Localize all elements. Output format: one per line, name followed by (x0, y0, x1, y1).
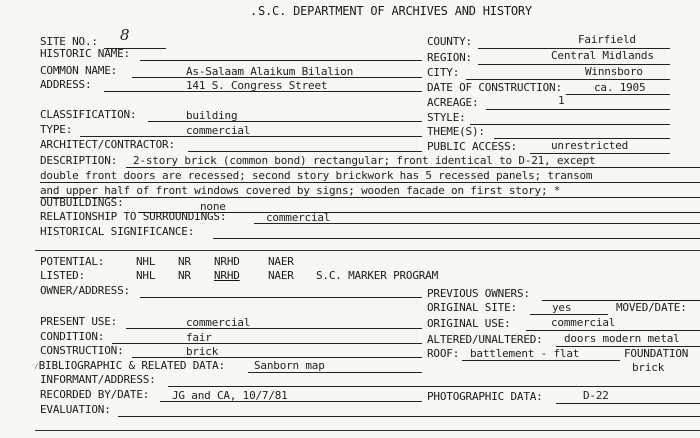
potential-option-nrhd: NRHD (214, 255, 240, 268)
architect-label: ARCHITECT/CONTRACTOR: (40, 138, 175, 151)
city-label: CITY: (427, 66, 460, 79)
recorded-by-label: RECORDED BY/DATE: (40, 388, 150, 401)
owner-address-label: OWNER/ADDRESS: (40, 284, 130, 297)
condition-value: fair (186, 331, 212, 344)
evaluation-line (118, 416, 700, 417)
informant-label: INFORMANT/ADDRESS: (40, 373, 156, 386)
classification-label: CLASSIFICATION: (40, 108, 137, 121)
date-of-construction-label: DATE OF CONSTRUCTION: (427, 81, 562, 94)
common-name-value: As-Salaam Alaikum Bilalion (186, 65, 353, 78)
classification-value: building (186, 109, 238, 122)
historical-significance-label: HISTORICAL SIGNIFICANCE: (40, 225, 195, 238)
listed-label: LISTED: (40, 269, 85, 282)
common-name-label: COMMON NAME: (40, 64, 118, 77)
potential-label: POTENTIAL: (40, 255, 105, 268)
themes-label: THEME(S): (427, 125, 485, 138)
acreage-value: 1 (558, 94, 565, 107)
owner-address-line (140, 297, 422, 298)
original-site-line (530, 314, 608, 315)
original-site-value: yes (552, 301, 572, 314)
listed-option-naer: NAER (268, 269, 294, 282)
address-label: ADDRESS: (40, 78, 92, 91)
informant-line (168, 386, 700, 387)
style-label: STYLE: (427, 111, 466, 124)
roof-value: battlement - flat (470, 347, 580, 360)
historic-name-label: HISTORIC NAME: (40, 47, 130, 60)
site-no-value: 8 (120, 26, 130, 44)
region-value: Central Midlands (551, 49, 654, 62)
listed-option-nrhd: NRHD (214, 269, 240, 282)
region-label: REGION: (427, 51, 472, 64)
public-access-label: PUBLIC ACCESS: (427, 140, 517, 153)
roof-label: ROOF: (427, 347, 460, 360)
potential-option-naer: NAER (268, 255, 294, 268)
condition-line (112, 343, 422, 344)
photographic-data-line (556, 403, 700, 404)
acreage-line (486, 109, 670, 110)
photographic-data-value: D-22 (583, 389, 609, 402)
altered-label: ALTERED/UNALTERED: (427, 333, 543, 346)
recorded-by-value: JG and CA, 10/7/81 (172, 389, 288, 402)
bullet-mark: . (250, 4, 258, 18)
type-value: commercial (186, 124, 251, 137)
bibliographic-value: Sanborn map (254, 359, 325, 372)
original-use-line (526, 330, 700, 331)
previous-owners-label: PREVIOUS OWNERS: (427, 287, 530, 300)
outbuildings-label: OUTBUILDINGS: (40, 196, 124, 209)
construction-value: brick (186, 345, 219, 358)
acreage-label: ACREAGE: (427, 96, 479, 109)
present-use-line (126, 328, 422, 329)
listed-option-nhl: NHL (136, 269, 156, 282)
moved-date-label: MOVED/DATE: (616, 301, 687, 314)
city-line (466, 79, 670, 80)
county-label: COUNTY: (427, 35, 472, 48)
foundation-label: FOUNDATION (624, 347, 689, 360)
relationship-value: commercial (266, 211, 331, 224)
relationship-label: RELATIONSHIP TO SURROUNDINGS: (40, 210, 227, 223)
description-label: DESCRIPTION: (40, 154, 118, 167)
potential-option-nr: NR (178, 255, 191, 268)
type-line (80, 136, 422, 137)
listed-option-nr: NR (178, 269, 191, 282)
page-title: . S.C. DEPARTMENT OF ARCHIVES AND HISTORY (250, 4, 532, 18)
city-value: Winnsboro (585, 65, 643, 78)
architect-line (188, 151, 422, 152)
section-divider (35, 250, 700, 251)
evaluation-label: EVALUATION: (40, 403, 111, 416)
bottom-rule (35, 430, 700, 431)
description-line-1: 2-story brick (common bond) rectangular; front identical to D-21, except (133, 154, 596, 167)
description-line-3: and upper half of front windows covered by signs; wooden facade on first story; * (40, 184, 561, 197)
site-no-label: SITE NO.: (40, 35, 98, 48)
address-value: 141 S. Congress Street (186, 79, 328, 92)
date-of-construction-line (566, 94, 670, 95)
description-rule-1 (126, 167, 700, 168)
description-rule-3 (40, 197, 700, 198)
original-use-value: commercial (551, 316, 616, 329)
historical-significance-line (213, 238, 700, 239)
description-rule-2 (40, 182, 700, 183)
date-of-construction-value: ca. 1905 (594, 81, 646, 94)
historic-name-line (140, 60, 422, 61)
photographic-data-label: PHOTOGRAPHIC DATA: (427, 390, 543, 403)
bibliographic-line (248, 372, 422, 373)
foundation-value: brick (632, 361, 665, 374)
description-line-2: double front doors are recessed; second story brickwork has 5 recessed panels; transom (40, 169, 593, 182)
condition-label: CONDITION: (40, 330, 105, 343)
style-line (470, 124, 670, 125)
listed-option-marker-program: S.C. MARKER PROGRAM (316, 269, 439, 282)
bibliographic-label: ⁄BIBLIOGRAPHIC & RELATED DATA: (34, 359, 225, 372)
construction-line (132, 357, 422, 358)
present-use-label: PRESENT USE: (40, 315, 118, 328)
present-use-value: commercial (186, 316, 251, 329)
outbuildings-value: none (200, 200, 226, 213)
public-access-value: unrestricted (551, 139, 629, 152)
original-use-label: ORIGINAL USE: (427, 317, 511, 330)
altered-value: doors modern metal (564, 332, 680, 345)
county-value: Fairfield (578, 33, 636, 46)
type-label: TYPE: (40, 123, 73, 136)
margin-mark: ⁄ (34, 362, 39, 371)
original-site-label: ORIGINAL SITE: (427, 301, 517, 314)
potential-option-nhl: NHL (136, 255, 156, 268)
construction-label: CONSTRUCTION: (40, 344, 124, 357)
roof-line (462, 360, 620, 361)
